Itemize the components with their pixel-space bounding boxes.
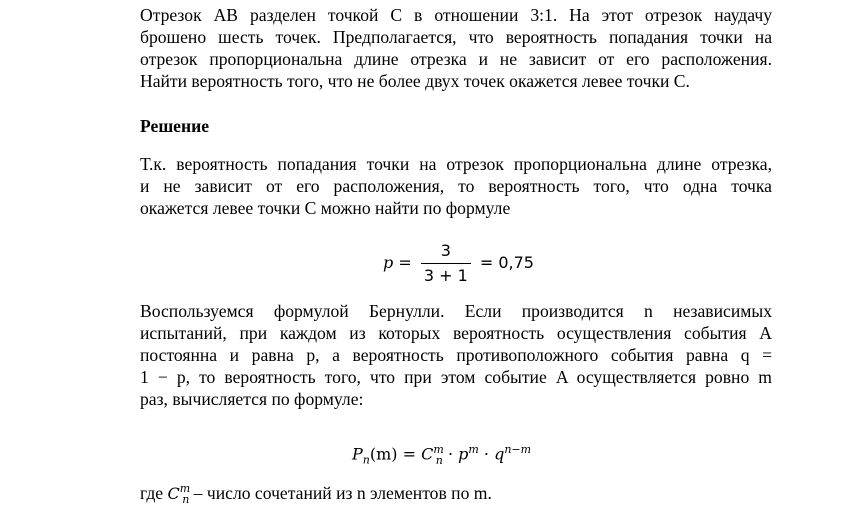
explanation-paragraph	[140, 153, 772, 219]
explanation-line-1: Т.к. вероятность попадания точки на отрезок пропорциональна длине отрезка,	[140, 154, 772, 174]
formula1-rhs: = 0,75	[479, 253, 534, 272]
bernoulli-formula	[352, 436, 532, 467]
explanation-line-2: и не зависит от его расположения, то вероятность того, что одна точка	[140, 176, 772, 196]
problem-line-1: Отрезок AB разделен точкой C в отношении 3:1. На этот отрезок наудачу	[140, 5, 772, 25]
bernoulli-line-5: раз, вычисляется по формуле:	[140, 389, 364, 409]
formula2-P: P	[352, 444, 363, 464]
bernoulli-paragraph	[140, 300, 772, 410]
formula2-P-sub: n	[362, 453, 370, 467]
bernoulli-line-3: постоянна и равна p, а вероятность противоположного события равна q =	[140, 345, 772, 365]
problem-line-3: отрезок пропорциональна длине отрезка и не зависит от его расположения.	[140, 49, 772, 69]
probability-formula	[383, 238, 534, 288]
formula2-q-sup: n−m	[504, 443, 532, 456]
formula2-p-sup: m	[468, 443, 479, 456]
footer-prefix: где	[140, 482, 168, 503]
footer-C-sup: m	[179, 482, 191, 495]
formula2-p-term: · p	[442, 444, 469, 464]
fraction-numerator: 3	[421, 241, 471, 264]
bernoulli-line-1: Воспользуемся формулой Бернулли. Если производится n независимых	[140, 301, 772, 321]
footer-text: – число сочетаний из n элементов по m.	[189, 482, 492, 503]
formula2-C-sup: m	[433, 443, 444, 456]
footer-C-sub: n	[182, 493, 190, 507]
fraction-denominator: 3 + 1	[423, 266, 468, 285]
bernoulli-line-2: испытаний, при каждом из которых вероятность осуществления события A	[140, 323, 772, 343]
fraction	[421, 241, 471, 286]
solution-heading: Решение	[140, 116, 210, 136]
bernoulli-line-4: 1 − p, то вероятность того, что при этом событие A осуществляется ровно m	[140, 367, 772, 387]
problem-line-4: Найти вероятность того, что не более двух точек окажется левее точки C.	[140, 71, 690, 91]
formula2-C: C	[421, 444, 434, 464]
explanation-line-3: окажется левее точки C можно найти по формуле	[140, 198, 511, 218]
footer-line	[140, 478, 492, 511]
footer-C: C	[167, 483, 180, 503]
formula2-C-sub: n	[435, 453, 443, 467]
problem-statement	[140, 4, 772, 92]
formula2-q-term: · q	[478, 444, 505, 464]
problem-line-2: брошено шесть точек. Предполагается, что вероятность попадания точки на	[140, 27, 772, 47]
formula1-lhs: p =	[383, 253, 412, 272]
formula2-arg: (m) =	[369, 444, 422, 464]
